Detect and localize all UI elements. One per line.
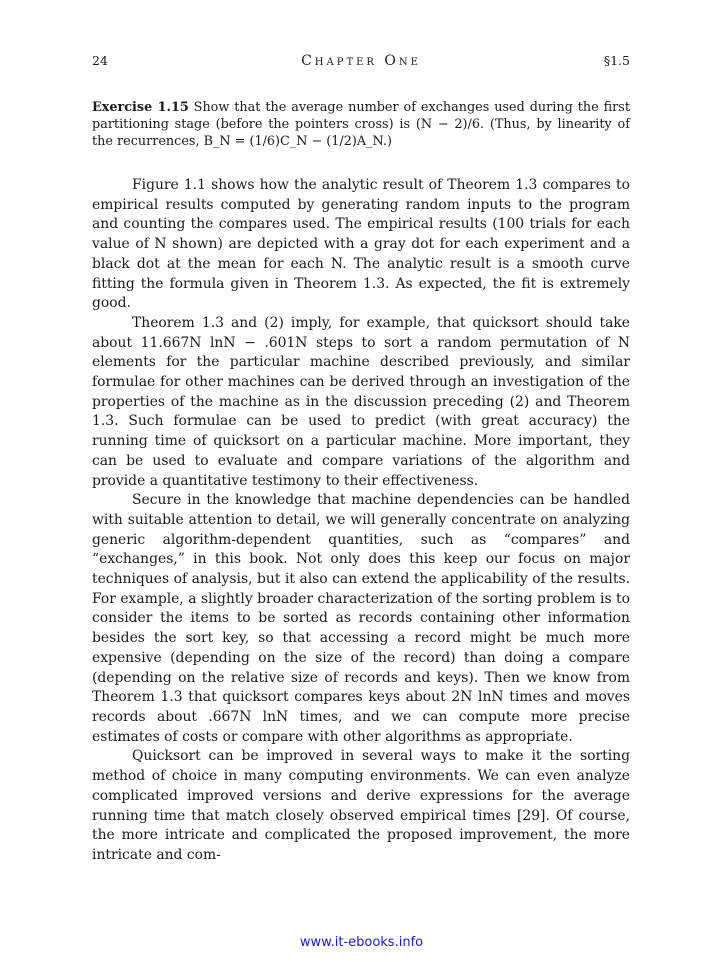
body-text — [92, 176, 630, 866]
running-header — [92, 53, 630, 71]
chapter-title: Chapter One — [301, 53, 421, 69]
footer-link[interactable]: www.it-ebooks.info — [299, 935, 424, 950]
paragraph: Quicksort can be improved in several ways to make it the sorting method of choice in many computing environments. We can even analyze complicated improved versions and derive expressions for the average running time that match closely observed empirical times [29]. Of course, the more intricate and complicated the proposed improvement, the more intricate and com- — [92, 748, 630, 863]
paragraph: Figure 1.1 shows how the analytic result of Theorem 1.3 compares to empirical results computed by generating random inputs to the program and counting the compares used. The empirical results (100 trials for each value of N shown) are depicted with a gray dot for each experiment and a black dot at the mean for each N. The analytic result is a smooth curve fitting the formula given in Theorem 1.3. As expected, the fit is extremely good. — [92, 177, 630, 312]
exercise-block — [92, 99, 630, 150]
page-number: 24 — [92, 53, 108, 68]
footer — [0, 935, 723, 950]
exercise-text: Show that the average number of exchanges used during the first partitioning stage (before the pointers cross) is (N − 2)/6. (Thus, by linearity of the recurrences, B_N = (1/6)C_N − (1/2)A_N.) — [92, 100, 630, 149]
paragraph: Secure in the knowledge that machine dependencies can be handled with suitable attention to detail, we will generally concentrate on analyzing generic algorithm-dependent quantities, such as “compares” and “exchanges,” in this book. Not only does this keep our focus on major techniques of analysis, but it also can extend the applicability of the results. For example, a slightly broader characterization of the sorting problem is to consider the items to be sorted as records containing other information besides the sort key, so that accessing a record might be much more expensive (depending on the size of the record) than doing a compare (depending on the relative size of records and keys). Then we know from Theorem 1.3 that quicksort compares keys about 2N lnN times and moves records about .667N lnN times, and we can compute more precise estimates of costs or compare with other algorithms as appropriate. — [92, 492, 630, 745]
paragraph: Theorem 1.3 and (2) imply, for example, that quicksort should take about 11.667N lnN − .601N steps to sort a random permutation of N elements for the particular machine described previously, and similar formulae for other machines can be derived through an investigation of the properties of the machine as in the discussion preceding (2) and Theorem 1.3. Such formulae can be used to predict (with great accuracy) the running time of quicksort on a particular machine. More important, they can be used to evaluate and compare variations of the algorithm and provide a quantitative testimony to their effectiveness. — [92, 314, 630, 489]
section-number: §1.5 — [603, 53, 630, 68]
exercise-label: Exercise 1.15 — [92, 100, 189, 115]
